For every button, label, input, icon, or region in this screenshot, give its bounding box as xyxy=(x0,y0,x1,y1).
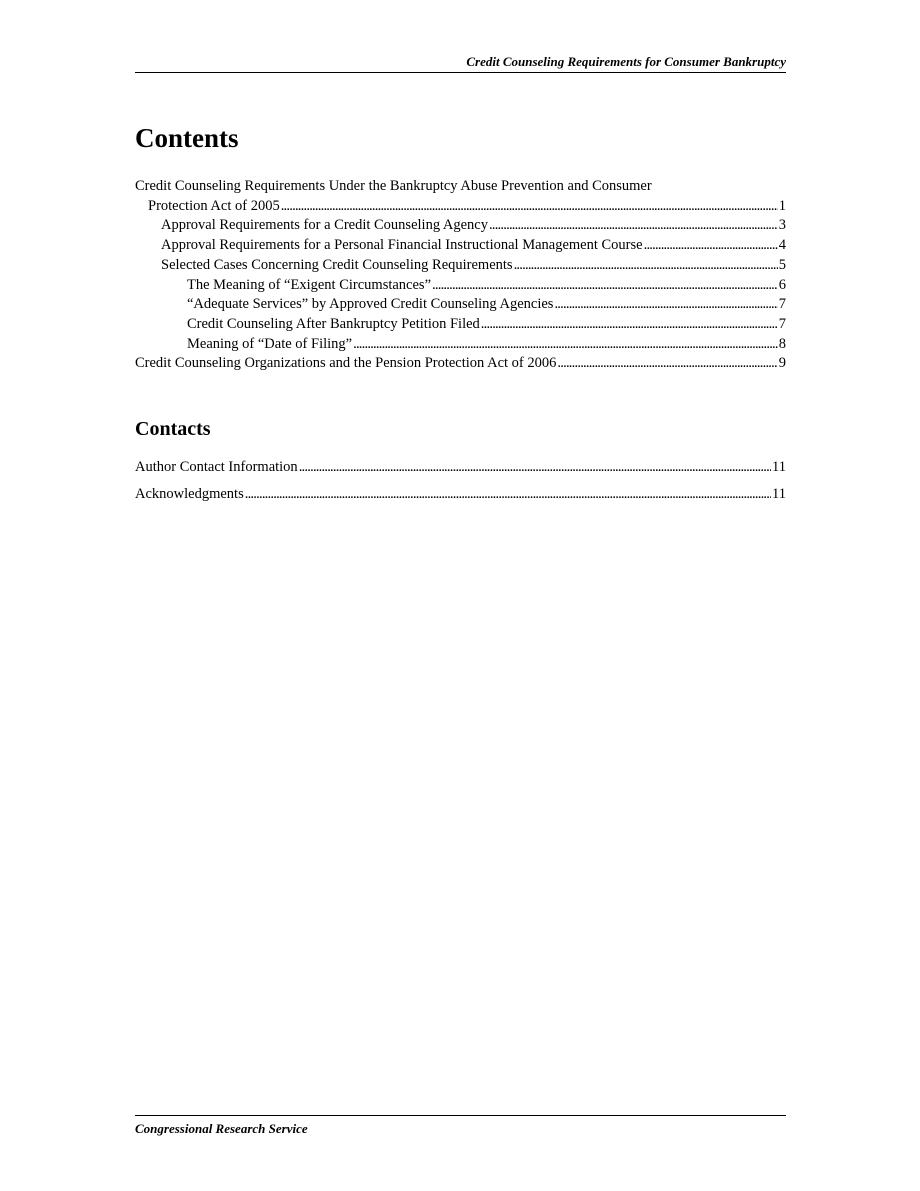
page-footer: Congressional Research Service xyxy=(135,1115,786,1137)
leader-dots xyxy=(245,481,771,508)
toc-entry-title: Meaning of “Date of Filing” xyxy=(187,335,353,352)
toc-entry-approval-course[interactable] xyxy=(135,236,786,256)
toc-entry-approval-agency[interactable] xyxy=(135,216,786,236)
toc-entry-acknowledgments[interactable] xyxy=(135,481,786,508)
leader-dots xyxy=(554,295,777,315)
contents-heading: Contents xyxy=(135,123,239,153)
toc-entry-title: Credit Counseling Organizations and the Pension Protection Act of 2006 xyxy=(135,355,557,372)
toc-entry-title: Approval Requirements for a Personal Financial Instructional Management Course xyxy=(161,237,643,254)
toc-entry-page: 5 xyxy=(778,256,786,273)
toc-entry-page: 11 xyxy=(772,486,786,502)
leader-dots xyxy=(353,335,778,355)
toc-entry-page: 8 xyxy=(778,335,786,352)
contacts-heading: Contacts xyxy=(135,418,211,440)
toc-entry-selected-cases[interactable] xyxy=(135,256,786,276)
leader-dots xyxy=(514,256,778,276)
toc-entry-title: Author Contact Information xyxy=(135,459,298,475)
toc-entry-page: 9 xyxy=(778,355,786,372)
toc-entry-after-petition[interactable] xyxy=(135,315,786,335)
toc-entry-title: “Adequate Services” by Approved Credit Counseling Agencies xyxy=(187,296,554,313)
toc-entry-page: 7 xyxy=(778,296,786,313)
toc-entry-title: Approval Requirements for a Credit Counseling Agency xyxy=(161,217,488,234)
toc-entry-title: The Meaning of “Exigent Circumstances” xyxy=(187,276,432,293)
toc-entry-page: 11 xyxy=(772,459,786,475)
toc-entry-page: 4 xyxy=(778,237,786,254)
table-of-contents xyxy=(135,177,786,374)
toc-entry-title: Selected Cases Concerning Credit Counseling Requirements xyxy=(161,256,513,273)
toc-entry-pension-protection-act[interactable] xyxy=(135,354,786,374)
toc-entry-page: 7 xyxy=(778,315,786,332)
toc-entry-exigent-circumstances[interactable] xyxy=(135,276,786,296)
toc-entry-page: 3 xyxy=(778,217,786,234)
toc-entry-title: Acknowledgments xyxy=(135,486,244,502)
toc-entry-page: 6 xyxy=(778,276,786,293)
toc-entry-credit-counseling-requirements-line1[interactable]: Credit Counseling Requirements Under the Bankruptcy Abuse Prevention and Consumer xyxy=(135,178,652,194)
toc-entry-credit-counseling-requirements[interactable] xyxy=(135,197,786,217)
leader-dots xyxy=(557,354,777,374)
toc-entry-author-contact[interactable] xyxy=(135,454,786,481)
running-header: Credit Counseling Requirements for Consumer Bankruptcy xyxy=(135,54,786,73)
toc-entry-page: 1 xyxy=(778,197,786,214)
leader-dots xyxy=(489,216,778,236)
leader-dots xyxy=(281,197,778,217)
contacts-list xyxy=(135,454,786,508)
toc-entry-adequate-services[interactable] xyxy=(135,295,786,315)
leader-dots xyxy=(481,315,778,335)
toc-entry-title: Credit Counseling After Bankruptcy Petition Filed xyxy=(187,315,480,332)
leader-dots xyxy=(299,454,771,481)
leader-dots xyxy=(644,236,778,256)
leader-dots xyxy=(432,276,778,296)
toc-entry-title: Protection Act of 2005 xyxy=(148,197,280,214)
toc-entry-date-of-filing[interactable] xyxy=(135,335,786,355)
